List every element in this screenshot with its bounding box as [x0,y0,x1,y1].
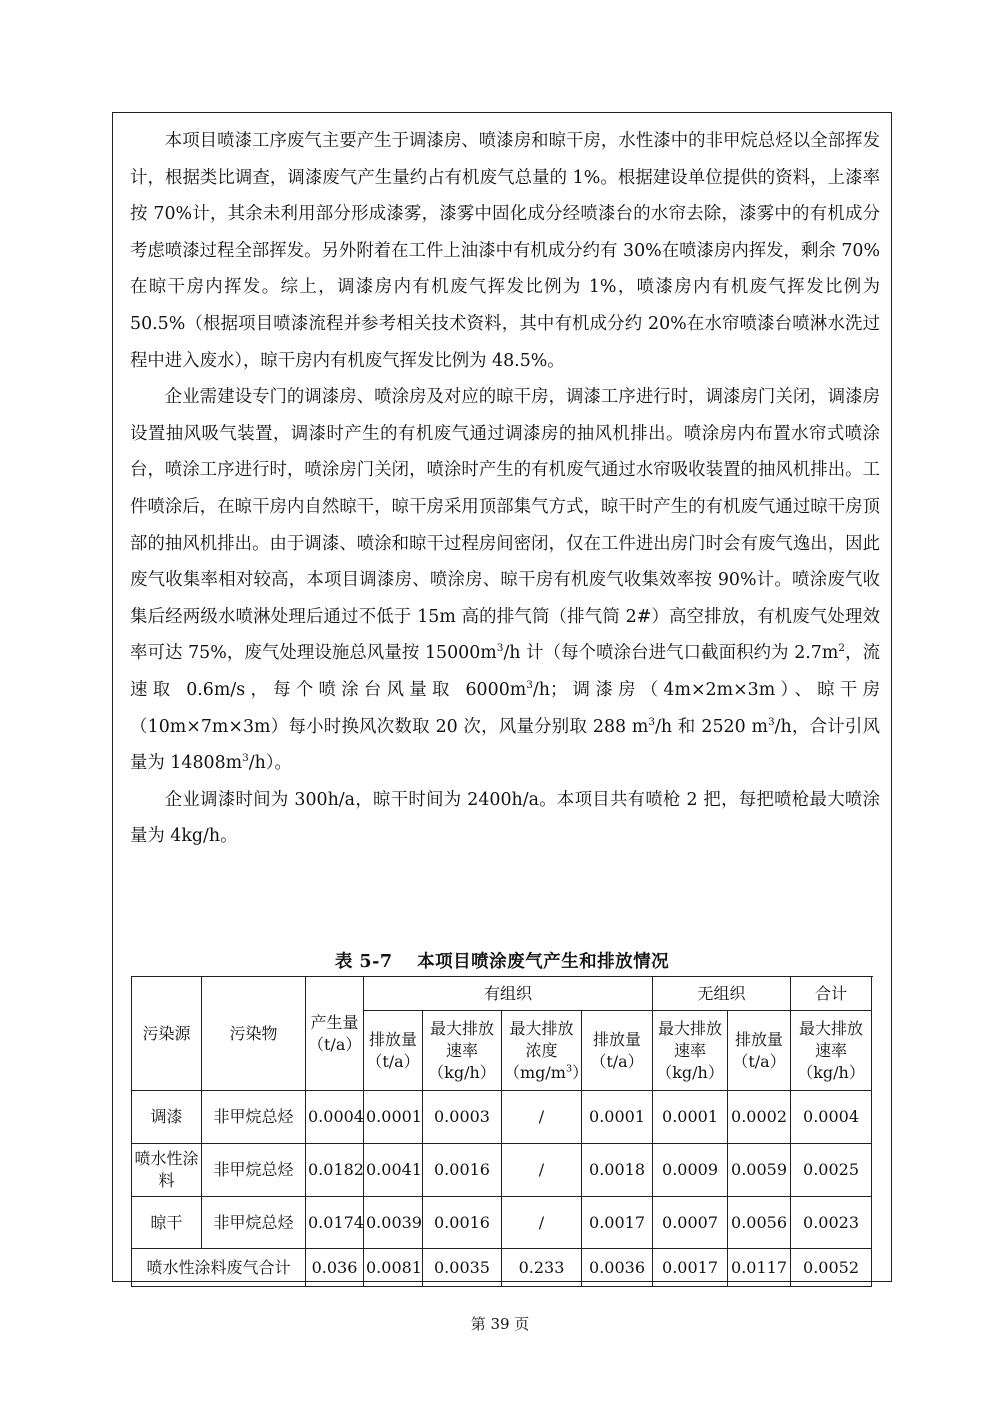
body-text [130,123,880,855]
paragraph-2: 企业需建设专门的调漆房、喷涂房及对应的晾干房，调漆工序进行时，调漆房门关闭，调漆房设置抽风吸气装置，调漆时产生的有机废气通过调漆房的抽风机排出。喷涂房内布置水帘式喷涂台，喷涂工序进行时，喷涂房门关闭，喷涂时产生的有机废气通过水帘吸收装置的抽风机排出。工件喷涂后，在晾干房内自然晾干，晾干房采用顶部集气方式，晾干时产生的有机废气通过晾干房顶部的抽风机排出。由于调漆、喷涂和晾干过程房间密闭，仅在工件进出房门时会有废气逸出，因此废气收集率相对较高，本项目调漆房、喷涂房、晾干房有机废气收集效率按 90%计。喷涂废气收集后经两级水喷淋处理后通过不低于 15m 高的排气筒（排气筒 2#）高空排放，有机废气处理效率可达 75%，废气处理设施总风量按 $15000m^3/h$ 计（每个喷涂台进气口截面积约为 $2.7m^2$，流速取 0.6m/s，每个喷涂台风量取 $6000m^3/h$；调漆房（4m×2m×3m）、晾干房（10m×7m×3m）每小时换风次数取 20 次，风量分别取 288 $m^3/h$ 和 2520 $m^3/h$，合计引风量为 $14808m^3/h$）。 [130,387,880,774]
header-unorg-max-rate: 最大排放速率（kg/h） [653,1011,728,1091]
header-total-emission: 排放量（t/a） [728,1011,791,1091]
table-row: 喷水性涂料 非甲烷总烃 0.0182 0.0041 0.0016 / 0.0018 0.0009 0.0059 0.0025 [132,1144,872,1197]
header-unorganized: 无组织 [653,977,791,1011]
emission-table [131,976,872,1287]
header-org-max-rate: 最大排放速率（kg/h） [423,1011,502,1091]
table-title: 表 5-7 本项目喷涂废气产生和排放情况 [334,952,670,972]
header-unorg-emission: 排放量（t/a） [582,1011,653,1091]
paragraph-1: 本项目喷漆工序废气主要产生于调漆房、喷漆房和晾干房，水性漆中的非甲烷总烃以全部挥发计，根据类比调查，调漆废气产生量约占有机废气总量的 1%。根据建设单位提供的资料，上漆率按 70%计，其余未利用部分形成漆雾，漆雾中固化成分经喷漆台的水帘去除，漆雾中的有机成分考虑喷漆过程全部挥发。另外附着在工件上油漆中有机成分约有 30%在喷漆房内挥发，剩余 70%在晾干房内挥发。综上，调漆房内有机废气挥发比例为 1%，喷漆房内有机废气挥发比例为 50.5%（根据项目喷漆流程并参考相关技术资料，其中有机成分约 20%在水帘喷漆台喷淋水洗过程中进入废水），晾干房内有机废气挥发比例为 48.5%。 [130,131,880,371]
page-number: 第 39 页 [470,1315,530,1333]
header-org-max-conc: 最大排放浓度$(mg/m^3)$ [502,1011,582,1091]
header-total-max-rate: 最大排放速率（kg/h） [791,1011,872,1091]
table-row: 调漆 非甲烷总烃 0.0004 0.0001 0.0003 / 0.0001 0.0001 0.0002 0.0004 [132,1091,872,1144]
header-pollutant: 污染物 [202,977,306,1091]
header-organized: 有组织 [364,977,653,1011]
header-total: 合计 [791,977,872,1011]
table-summary-row: 喷水性涂料废气合计 0.036 0.0081 0.0035 0.233 0.0036 0.0017 0.0117 0.0052 [132,1249,872,1287]
table-row: 晾干 非甲烷总烃 0.0174 0.0039 0.0016 / 0.0017 0.0007 0.0056 0.0023 [132,1197,872,1249]
paragraph-3: 企业调漆时间为 300h/a，晾干时间为 2400h/a。本项目共有喷枪 2 把，每把喷枪最大喷涂量为 4kg/h。 [130,789,880,847]
header-source: 污染源 [132,977,202,1091]
header-org-emission: 排放量（t/a） [364,1011,423,1091]
header-production: 产生量（t/a） [306,977,364,1091]
